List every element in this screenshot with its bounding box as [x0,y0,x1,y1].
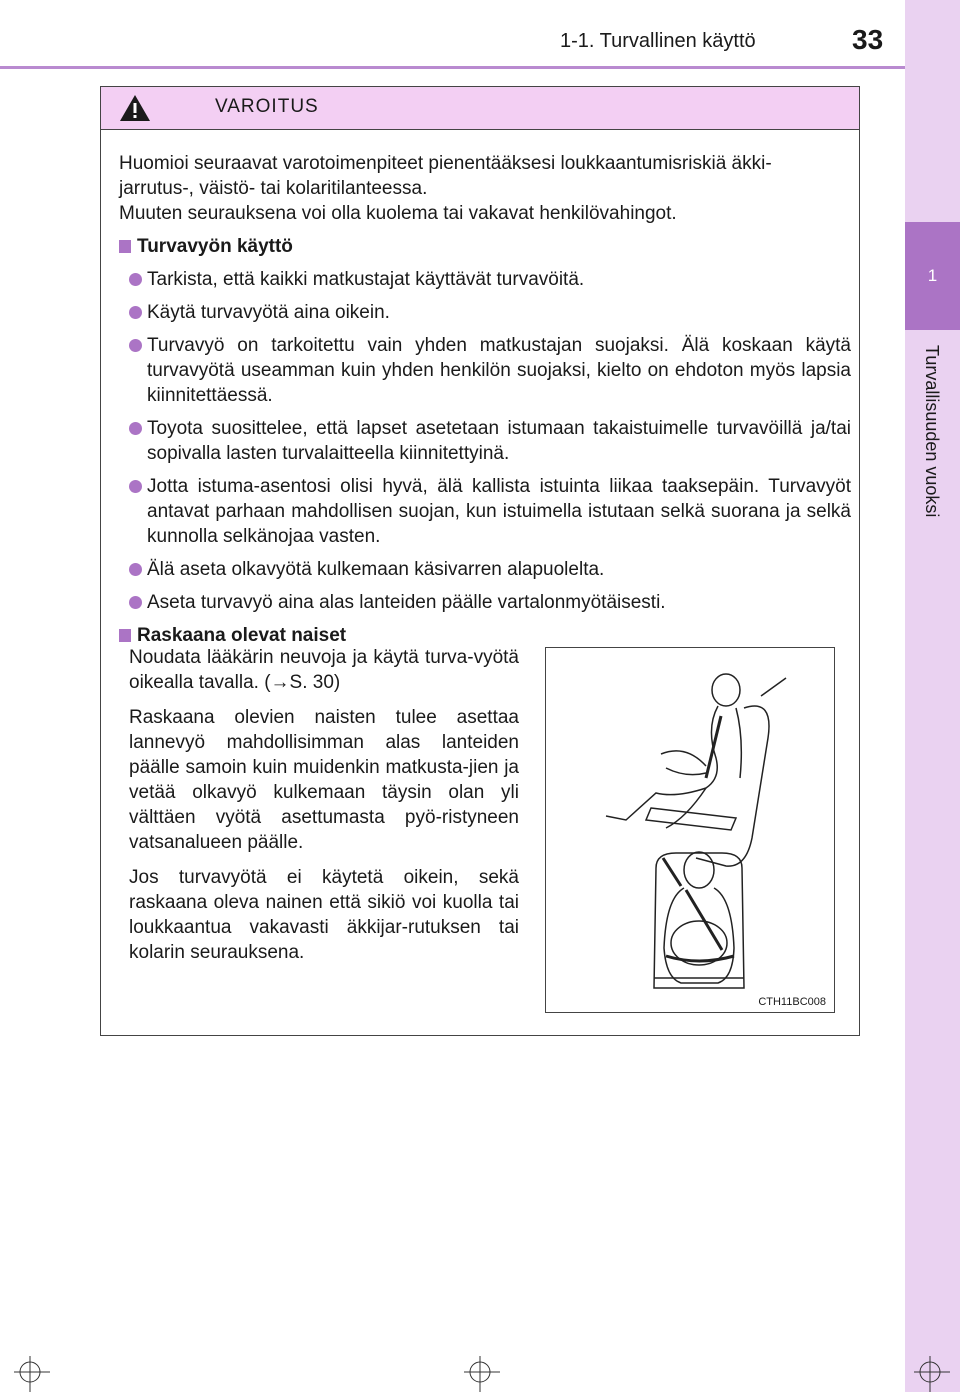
bullet-text: Älä aseta olkavyötä kulkemaan käsivarren alapuolelta. [147,559,605,580]
bullet-item [119,333,851,408]
round-bullet-icon [129,480,142,493]
crop-mark-icon [460,1352,500,1392]
page-number: 33 [852,24,884,55]
intro-line-3: Muuten seurauksena voi olla kuolema tai vakavat henkilövahingot. [119,203,677,224]
round-bullet-icon [129,563,142,576]
bullet-item [119,474,851,549]
round-bullet-icon [129,306,142,319]
bullet-text: Toyota suosittelee, että lapset asetetaan istumaan takaistuimelle turvavöillä ja/tai sopivalla lasten turvalaitteella kiinnitettyinä. [147,418,851,464]
bullet-text: Tarkista, että kaikki matkustajat käyttävät turvavöitä. [147,269,585,290]
warning-triangle-icon [119,93,151,123]
bullet-item [119,590,851,615]
section-heading-text: Turvavyön käyttö [137,236,293,257]
bullet-text: Turvavyö on tarkoitettu vain yhden matkustajan suojaksi. Älä koskaan käytä turvavyötä useamman kuin yhden henkilön suojaksi, kielto on ehdoton myös lapsia kiinnitettäessä. [147,335,851,406]
bullet-text: Jotta istuma-asentosi olisi hyvä, älä kallista istuinta liikaa taaksepäin. Turvavyöt antavat parhaan mahdollisen suojan, kun istuimella istutaan selkä suorana ja selkä kunnolla selkänojaa vasten. [147,476,851,547]
header-rule [0,66,905,69]
square-bullet-icon [119,240,131,253]
chapter-label: Turvallisuuden vuoksi [922,345,942,518]
pregnant-paragraph: Raskaana olevien naisten tulee asettaa lannevyö mahdollisimman alas lanteiden päälle samoin kuin muidenkin matkusta-jien ja vetää olkavyö kulkemaan täysin olan yli välttäen vyötä asettumasta pyö-ristyneen vatsanalueen päälle. [129,707,519,853]
warning-header [101,87,859,130]
bullet-item [119,300,851,325]
bullet-item [119,557,851,582]
pregnant-paragraph: Noudata lääkärin neuvoja ja käytä turva-vyötä oikealla tavalla. (→S. 30) [129,647,519,693]
warning-box [100,86,860,1036]
seatbelt-illustration [545,647,835,1013]
warning-content [119,151,851,648]
section-heading-seatbelt-use [119,234,851,259]
bullet-item [119,267,851,292]
header-title: 1-1. Turvallinen käyttö [560,30,756,52]
crop-mark-icon [10,1352,50,1392]
round-bullet-icon [129,273,142,286]
bullet-item [119,416,851,466]
round-bullet-icon [129,422,142,435]
round-bullet-icon [129,596,142,609]
pregnant-paragraph: Jos turvavyötä ei käytetä oikein, sekä raskaana oleva nainen että sikiö voi kuolla tai loukkaantua vakavasti äkkijar-rutuksen tai kolarin seurauksena. [129,867,519,963]
crop-mark-icon [910,1352,950,1392]
intro-line-2: jarrutus-, väistö- tai kolaritilanteessa. [119,178,428,199]
bullet-text: Aseta turvavyö aina alas lanteiden päälle vartalonmyötäisesti. [147,592,666,613]
side-tab [905,0,960,1392]
warning-label: VAROITUS [215,96,319,117]
pregnant-seated-illustration [546,648,836,1014]
chapter-number: 1 [905,222,960,330]
section-heading-text: Raskaana olevat naiset [137,625,347,646]
bullet-text: Käytä turvavyötä aina oikein. [147,302,390,323]
pregnant-women-text [129,645,519,975]
figure-code: CTH11BC008 [758,996,826,1008]
round-bullet-icon [129,339,142,352]
intro-line-1: Huomioi seuraavat varotoimenpiteet pienentääksesi loukkaantumisriskiä äkki- [119,153,772,174]
square-bullet-icon [119,629,131,642]
